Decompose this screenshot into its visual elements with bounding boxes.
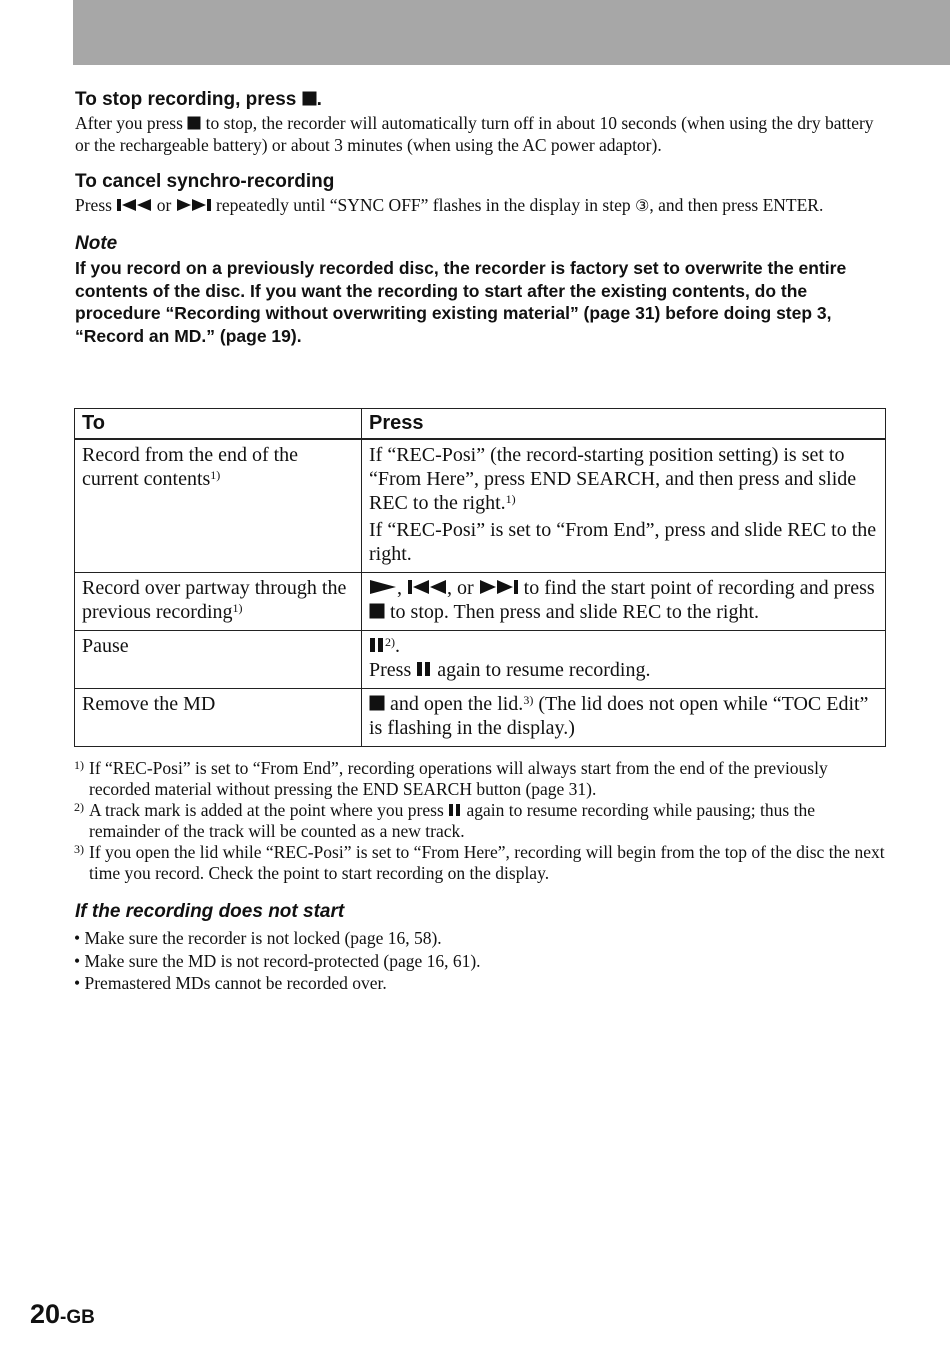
footnote-2: 2) A track mark is added at the point where you press again to resume recording while pausing; thus the remainder of the track will be counted as a new track. — [74, 800, 815, 841]
list-item: • Make sure the recorder is not locked (page 16, 58). — [74, 928, 442, 948]
stop-recording-heading: To stop recording, press . — [75, 89, 322, 110]
table-cell-press: , , or to find the start point of recording and press to stop. Then press and slide REC to the right. — [362, 573, 886, 631]
troubleshoot-title: If the recording does not start — [75, 901, 345, 922]
pause-icon — [369, 637, 385, 653]
stop-icon — [369, 695, 385, 711]
header-band — [73, 0, 950, 65]
table-cell-press: $^{2)}$. Press again to resume recording. — [362, 631, 886, 689]
table-row — [75, 689, 886, 747]
previous-track-icon — [116, 198, 152, 212]
pause-icon — [416, 661, 432, 677]
step-3-reference: ③ — [635, 196, 650, 215]
stop-icon — [187, 116, 201, 130]
cancel-synchro-section — [75, 170, 885, 217]
cancel-synchro-text: Press or repeatedly until “SYNC OFF” flashes in the display in step ③, and then press ENTER. — [75, 195, 824, 215]
stop-icon — [302, 91, 317, 106]
pause-icon — [448, 803, 462, 817]
list-item: • Make sure the MD is not record-protected (page 16, 61). — [74, 950, 481, 971]
main-content — [75, 88, 885, 347]
cancel-synchro-heading: To cancel synchro-recording — [75, 171, 335, 192]
table-cell-to: Remove the MD — [75, 689, 362, 747]
column-header-press: Press — [362, 409, 886, 440]
table-cell-to: Record from the end of the current contents$^{1)}$ — [75, 439, 362, 573]
stop-recording-text: After you press to stop, the recorder will automatically turn off in about 10 seconds (when using the dry battery or the rechargeable battery) or about 3 minutes (when using the AC power adaptor). — [75, 113, 874, 155]
column-header-to: To — [75, 409, 362, 440]
table-cell-press: and open the lid.$^{3)}$ (The lid does not open while “TOC Edit” is flashing in the display.) — [362, 689, 886, 747]
next-track-icon — [479, 579, 519, 595]
stop-recording-section — [75, 88, 885, 156]
note-section — [75, 231, 885, 347]
table-cell-to: Pause — [75, 631, 362, 689]
table-cell-press: If “REC-Posi” (the record-starting position setting) is set to “From Here”, press END SEARCH, and then press and slide REC to the right.$^{1)}$ If “REC-Posi” is set to “From End”, press and slide REC to the right. — [362, 439, 886, 573]
play-icon — [369, 579, 397, 595]
table-row — [75, 573, 886, 631]
operations-table — [74, 408, 886, 747]
table-cell-to: Record over partway through the previous recording$^{1)}$ — [75, 573, 362, 631]
note-text: If you record on a previously recorded disc, the recorder is factory set to overwrite the entire contents of the disc. If you want the recording to start after the existing contents, do the procedure “Recording without overwriting existing material” (page 31) before doing step 3, “Record an MD.” (page 19). — [75, 258, 847, 346]
troubleshoot-list — [74, 927, 886, 995]
next-track-icon — [176, 198, 212, 212]
table-row — [75, 631, 886, 689]
footnotes — [74, 758, 886, 884]
stop-icon — [369, 603, 385, 619]
footnote-3: 3) If you open the lid while “REC-Posi” is set to “From Here”, recording will begin from the top of the disc the next time you record. Check the point to start recording on the display. — [74, 842, 885, 883]
footnote-1: 1) If “REC-Posi” is set to “From End”, recording operations will always start from the end of the previously recorded material without pressing the END SEARCH button (page 31). — [74, 758, 828, 799]
table-header-row — [75, 409, 886, 440]
page-number: 20-GB — [30, 1299, 95, 1329]
note-title: Note — [75, 233, 118, 254]
table-row — [75, 439, 886, 573]
previous-track-icon — [407, 579, 447, 595]
list-item: • Premastered MDs cannot be recorded over. — [74, 973, 387, 993]
